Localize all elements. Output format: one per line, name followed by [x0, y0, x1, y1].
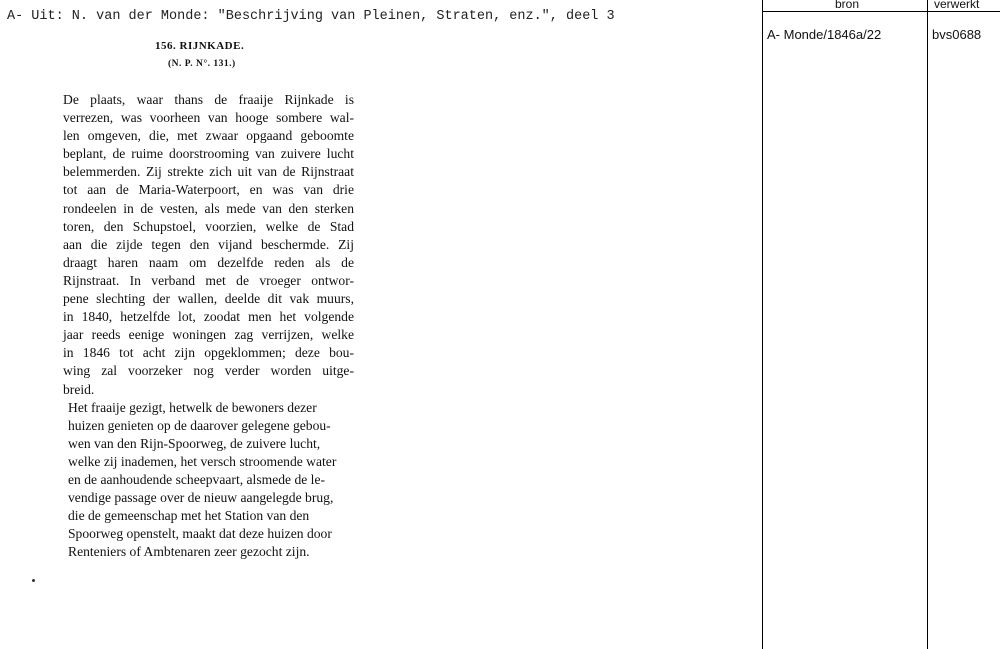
text-line: De plaats, waar thans de fraaije Rijnkade is [63, 92, 354, 107]
column-header-bron: bron [835, 0, 860, 11]
text-line: beplant, de ruime doorstrooming van zuivere lucht [63, 146, 354, 162]
text-line: wing zal voorzeker nog verder worden uitge- [63, 363, 354, 379]
text-line: breid. [63, 381, 95, 397]
text-line: in 1846 tot acht zijn opgeklommen; deze bou- [63, 345, 354, 361]
text-line: toren, den Schupstoel, voorzien, welke de Stad [63, 218, 354, 234]
text-line: huizen genieten op de daarover gelegene gebou- [68, 417, 331, 433]
table-divider-middle [927, 0, 928, 649]
stray-dot [32, 579, 35, 582]
text-line: verrezen, was voorheen van hooge sombere wal- [63, 110, 354, 126]
text-line: Renteniers of Ambtenaren zeer gezocht zijn. [68, 544, 310, 560]
text-line: wen van den Rijn-Spoorweg, de zuivere lucht, [68, 435, 321, 451]
text-line: Rijnstraat. In verband met de vroeger ontwor- [63, 272, 354, 288]
paragraph-2 [52, 399, 354, 562]
text-line: len omgeven, die, met zwaar opgaand geboomte [63, 128, 354, 144]
text-line: tot aan de Maria-Waterpoort, en was van drie [63, 182, 354, 198]
text-line: pene slechting der wallen, deelde dit vak muurs, [63, 291, 354, 307]
text-line: vendige passage over de nieuw aangelegde brug, [68, 490, 334, 506]
text-line: draagt haren naam om dezelfde reden als de [63, 254, 354, 270]
text-line: aan die zijde tegen den vijand beschermde. Zij [63, 236, 354, 252]
column-header-verwerkt: verwerkt [934, 0, 980, 11]
text-line: en de aanhoudende scheepvaart, alsmede de le- [68, 471, 326, 487]
text-line: in 1840, hetzelfde lot, zoodat men het volgende [63, 309, 354, 325]
text-line: welke zij inademen, het versch stroomende water [68, 453, 337, 469]
source-citation: A- Uit: N. van der Monde: "Beschrijving van Pleinen, Straten, enz.", deel 3 [7, 9, 615, 24]
text-line: belemmerden. Zij strekte zich uit van de Rijnstraat [63, 164, 354, 180]
paragraph-1 [52, 91, 354, 399]
article-body [52, 91, 354, 561]
article-subheading: (N. P. N°. 131.) [168, 59, 236, 69]
text-line: Spoorweg openstelt, maakt dat deze huizen door [68, 526, 332, 542]
text-line: jaar reeds eenige woningen zag verrijzen, welke [63, 327, 354, 343]
text-line: Het fraaije gezigt, hetwelk de bewoners dezer [68, 399, 317, 415]
table-header-rule [762, 11, 1000, 12]
table-divider-left [762, 0, 763, 649]
text-line: die de gemeenschap met het Station van den [68, 508, 310, 524]
text-line: rondeelen in de vesten, als mede van den sterken [63, 200, 354, 216]
cell-bron: A- Monde/1846a/22 [767, 27, 882, 42]
cell-verwerkt: bvs0688 [932, 27, 982, 42]
article-heading: 156. RIJNKADE. [155, 40, 245, 52]
